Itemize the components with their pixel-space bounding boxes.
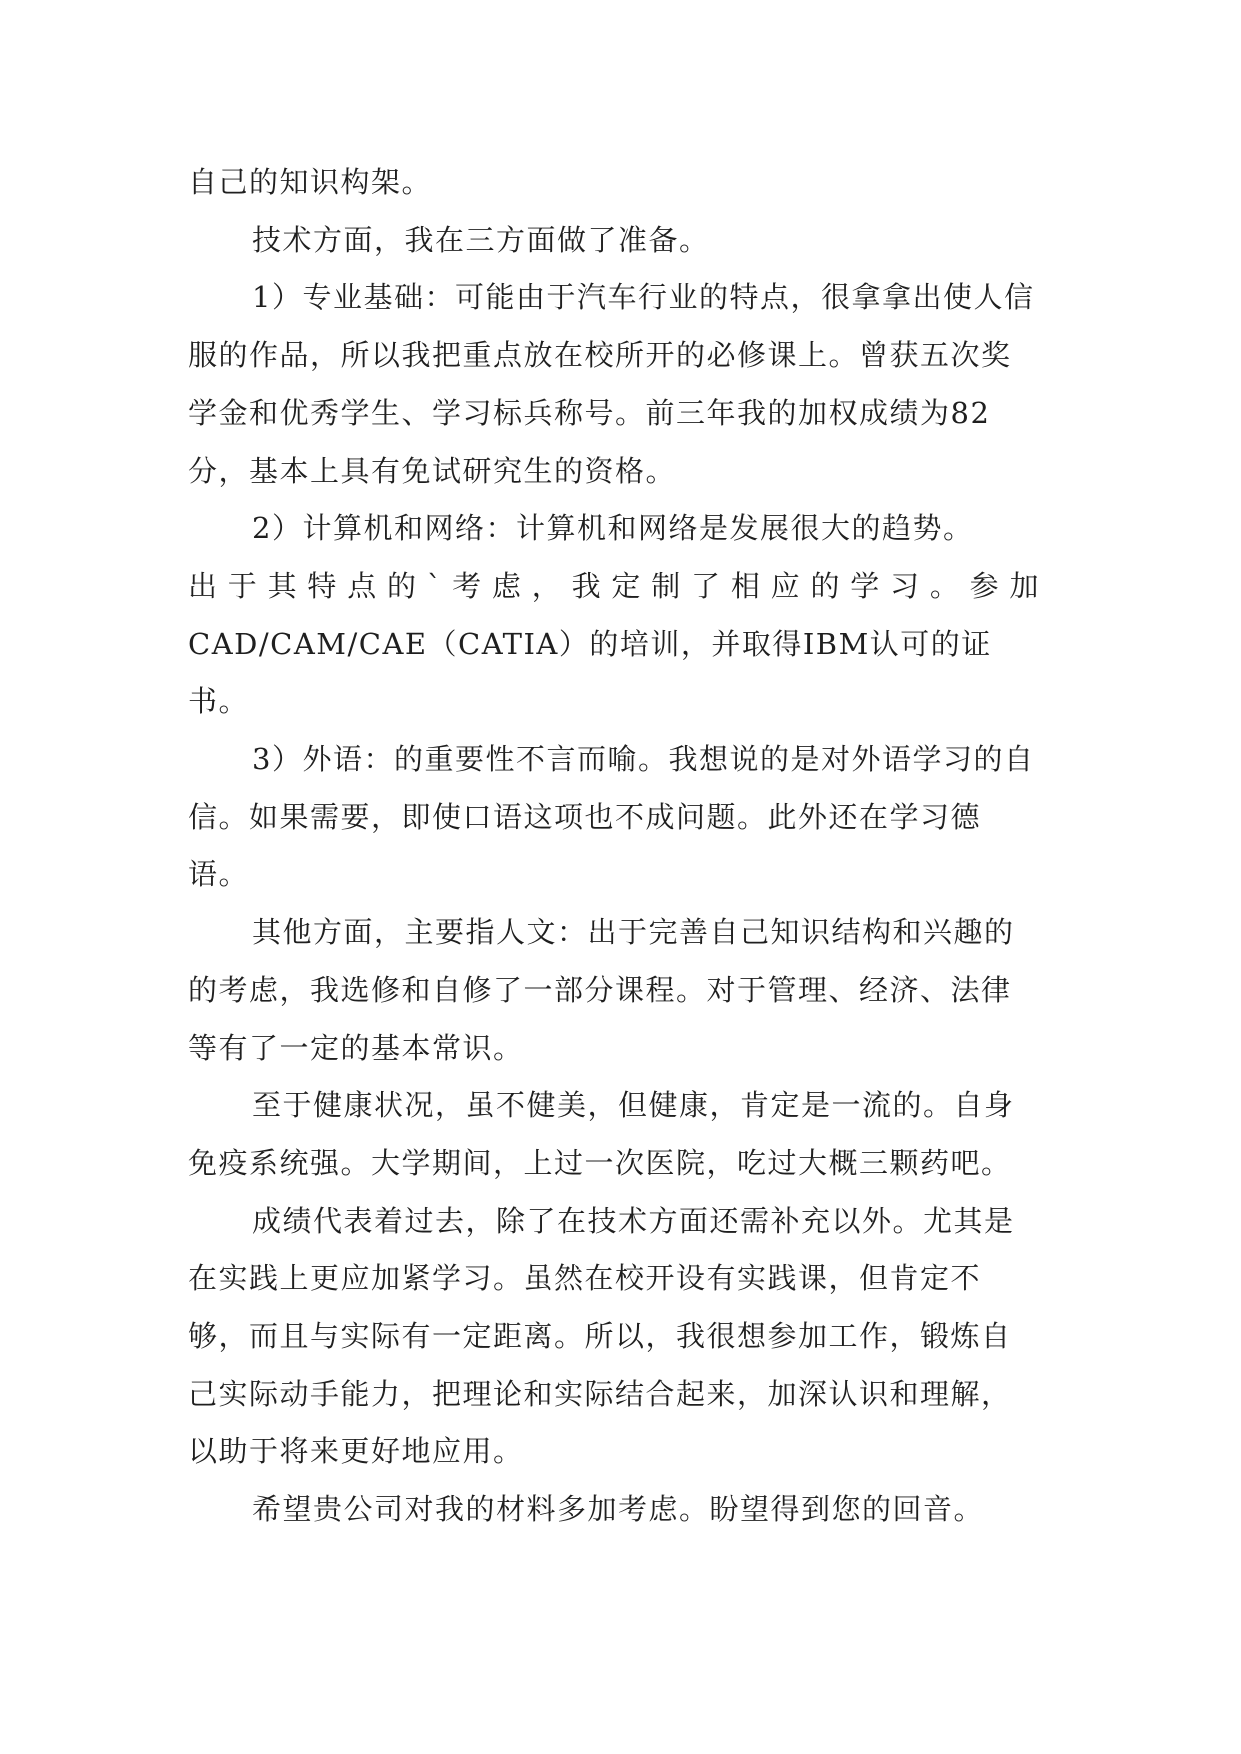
paragraph-closing: 希望贵公司对我的材料多加考虑。盼望得到您的回音。 [252, 1492, 985, 1527]
paragraph-computer-network-line-2: 出于其特点的`考虑，我定制了相应的学习。参加 [188, 568, 1040, 603]
paragraph-professional-basis: 1）专业基础：可能由于汽车行业的特点，很拿拿出使人信服的作品，所以我把重点放在校所开的必修课上。曾获五次奖学金和优秀学生、学习标兵称号。前三年我的加权成绩为82分，基本上具有免试研究生的资格。 [188, 280, 1035, 488]
body-text [188, 154, 1040, 1539]
paragraph-practice: 成绩代表着过去，除了在技术方面还需补充以外。尤其是在实践上更应加紧学习。虽然在校开设有实践课，但肯定不够，而且与实际有一定距离。所以，我很想参加工作，锻炼自己实际动手能力，把理论和实际结合起来，加深认识和理解，以助于将来更好地应用。 [188, 1203, 1015, 1469]
paragraph-other-aspects: 其他方面，主要指人文：出于完善自己知识结构和兴趣的的考虑，我选修和自修了一部分课程。对于管理、经济、法律等有了一定的基本常识。 [188, 915, 1015, 1065]
paragraph-health: 至于健康状况，虽不健美，但健康，肯定是一流的。自身免疫系统强。大学期间，上过一次医院，吃过大概三颗药吧。 [188, 1088, 1015, 1180]
paragraph-computer-network-line-3: CAD/CAM/CAE（CATIA）的培训，并取得IBM认可的证书。 [188, 626, 992, 719]
paragraph-foreign-language: 3）外语：的重要性不言而喻。我想说的是对外语学习的自信。如果需要，即使口语这项也不成问题。此外还在学习德语。 [188, 742, 1035, 892]
paragraph-computer-network-line-1: 2）计算机和网络：计算机和网络是发展很大的趋势。 [252, 511, 974, 546]
paragraph-continuation: 自己的知识构架。 [188, 165, 433, 199]
paragraph-technical-intro: 技术方面，我在三方面做了准备。 [252, 222, 710, 257]
